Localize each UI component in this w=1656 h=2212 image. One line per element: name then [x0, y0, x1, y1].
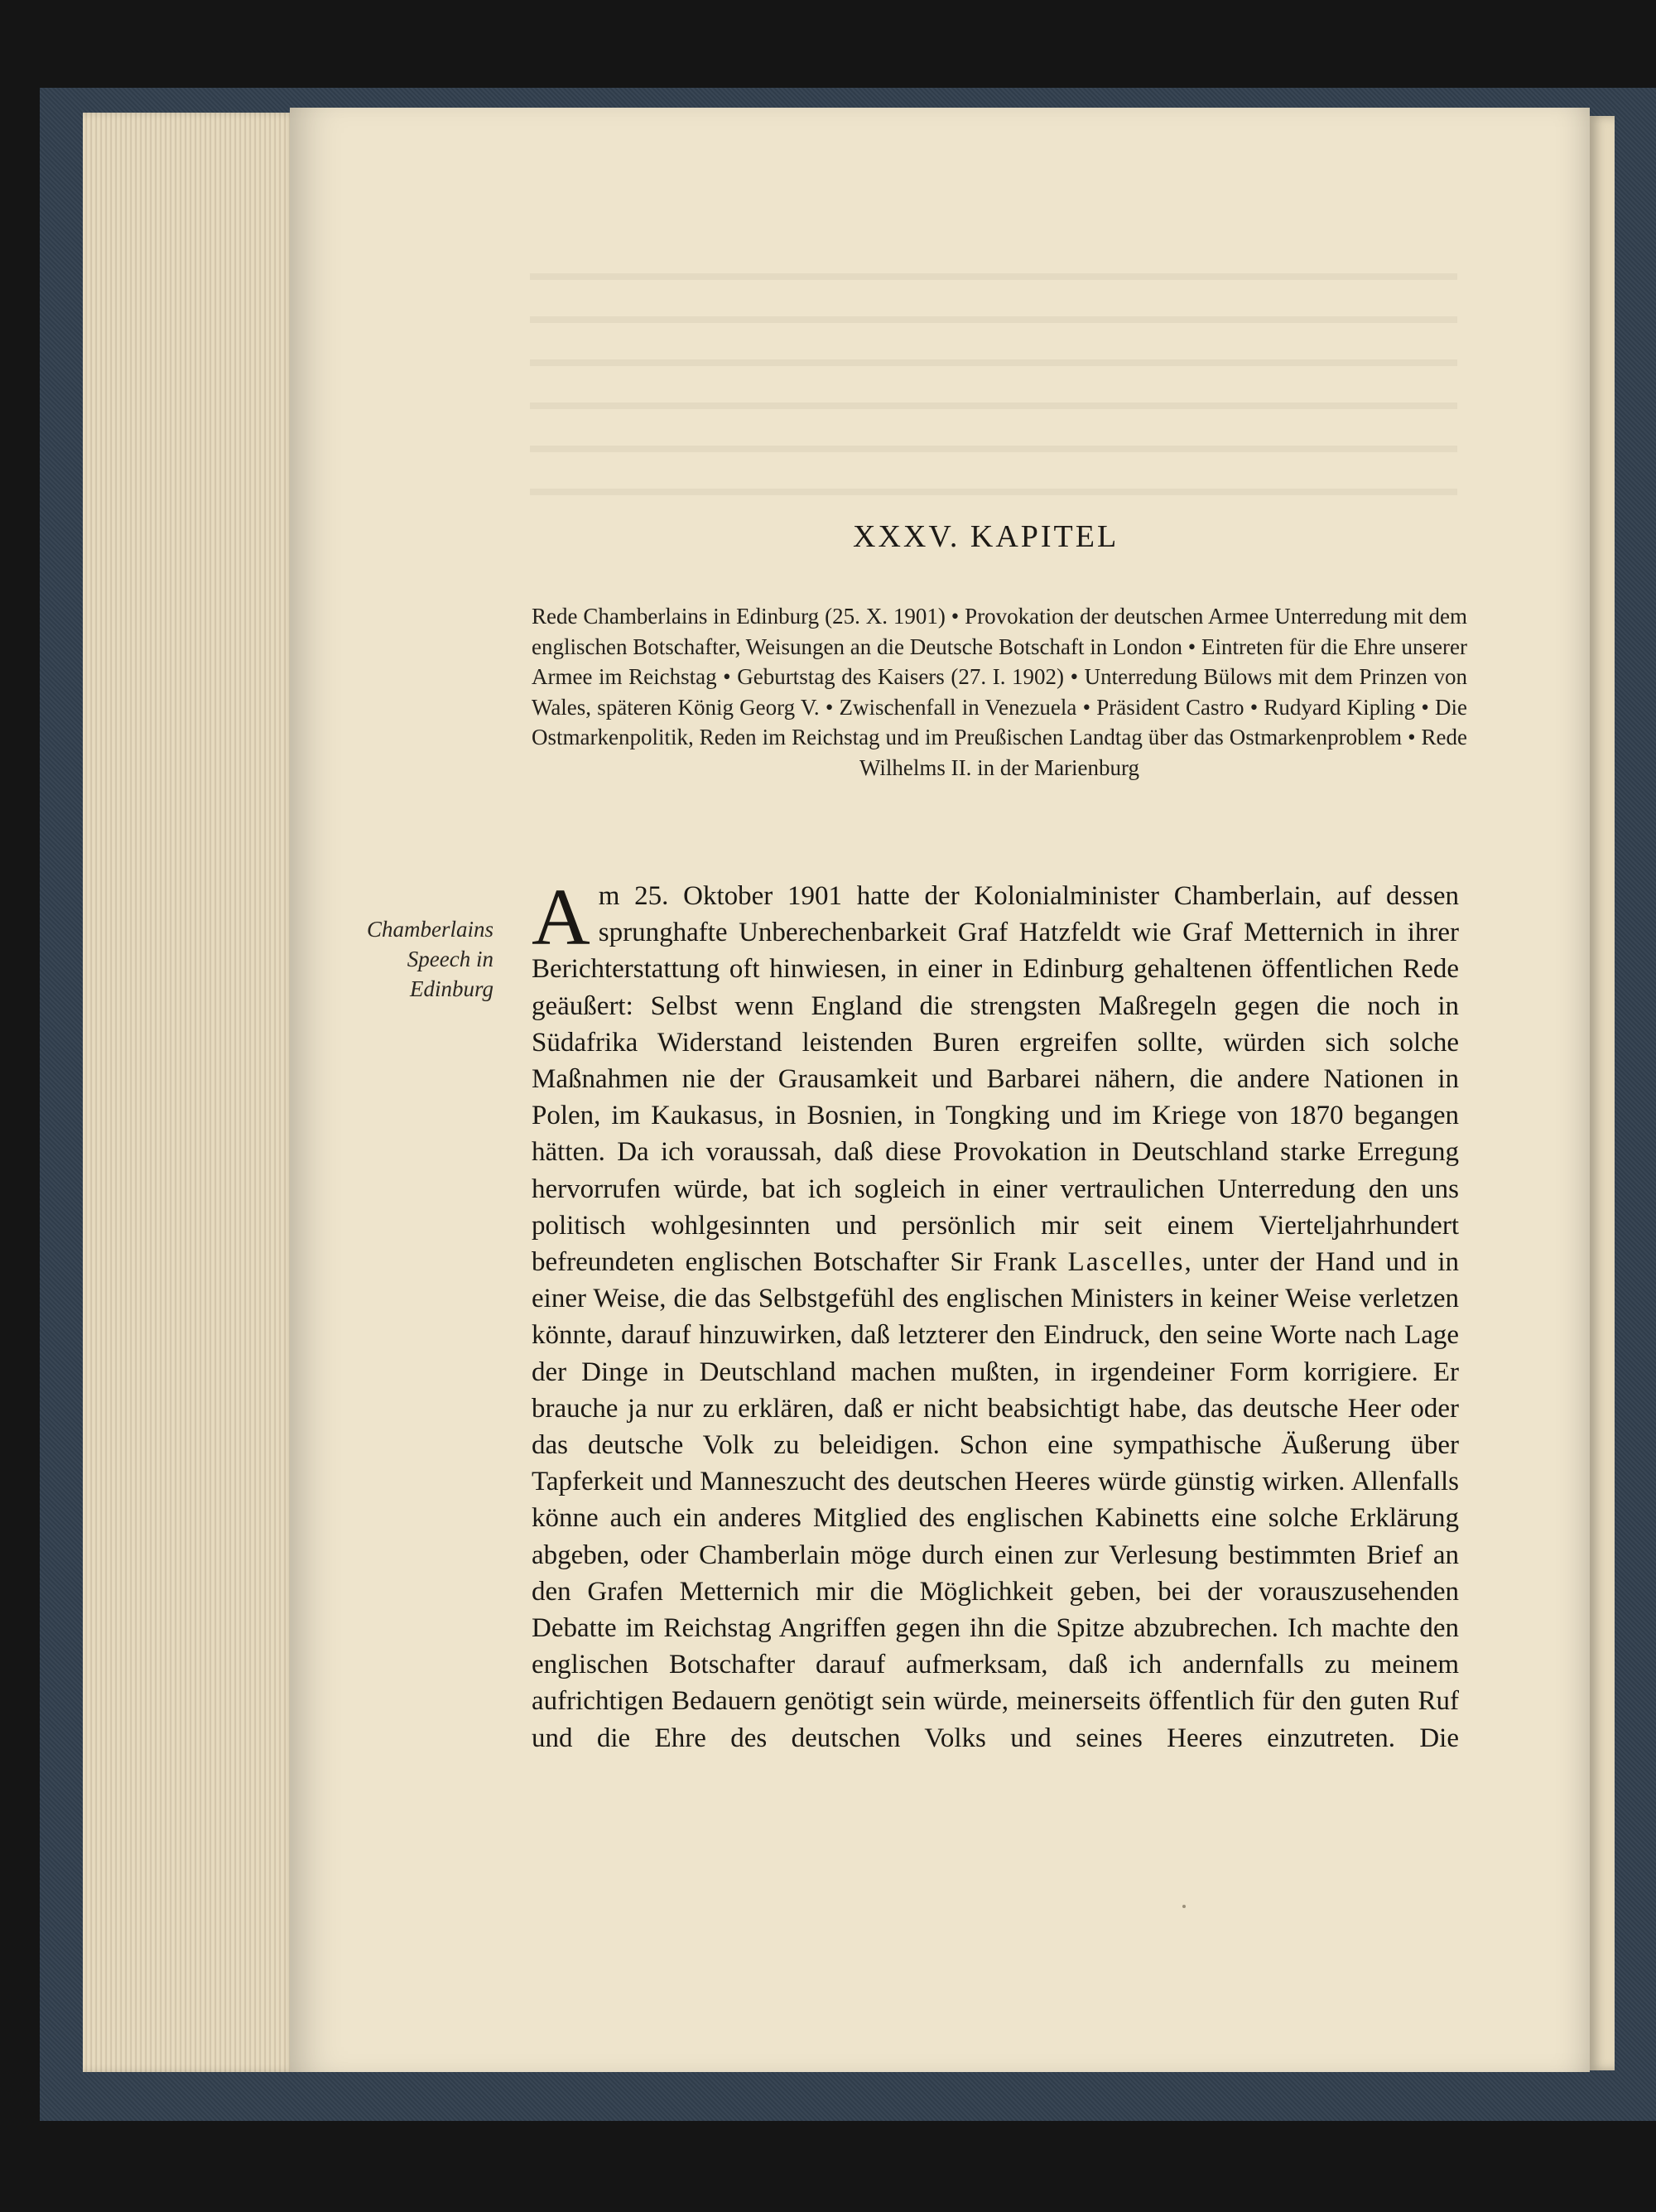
chapter-title: XXXV. KAPITEL: [853, 519, 1119, 554]
body-part-1: m 25. Oktober 1901 hatte der Kolonialminister Chamberlain, auf dessen sprunghafte Unberechenbarkeit Graf Hatzfeldt wie Graf Metternich in ihrer Berichterstattung oft hinwiesen, in einer in Edinburg gehaltenen öffentlichen Rede geäußert: Selbst wenn England die strengsten Maßregeln gegen die noch in Südafrika Widerstand leistenden Buren ergreifen sollte, würden sich solche Maßnahmen nie der Grausamkeit und Barbarei nähern, die andere Nationen in Polen, im Kaukasus, in Bosnien, in Tongking und im Kriege von 1870 begangen hätten. Da ich voraussah, daß diese Provokation in Deutschland starke Erregung hervorrufen würde, bat ich sogleich in einer vertraulichen Unterredung den uns politisch wohlgesinnten und persönlich mir seit einem Vierteljahrhundert befreundeten englischen Botschafter Sir Frank: [532, 881, 1459, 1278]
chapter-summary: Rede Chamberlains in Edinburg (25. X. 1901) • Provokation der deutschen Armee Unterredung mit dem englischen Botschafter, Weisungen an die Deutsche Botschaft in London • Eintreten für die Ehre unserer Armee im Reichstag • Geburtstag des Kaisers (27. I. 1902) • Unterredung Bülows mit dem Prinzen von Wales, späteren König Georg V. • Zwischenfall in Venezuela • Präsident Castro • Rudyard Kipling • Die Ostmarkenpolitik, Reden im Reichstag und im Preußischen Landtag über das Ostmarkenproblem • Rede Wilhelms II. in der Marienburg: [532, 604, 1467, 780]
next-page-edge: [1590, 116, 1615, 2070]
paper-speck: [1182, 1905, 1186, 1908]
body-text: [532, 873, 1459, 1757]
spaced-name: Lascelles: [1067, 1247, 1185, 1278]
drop-cap: A: [532, 873, 590, 962]
page-edges: [83, 113, 296, 2072]
show-through-texture: [530, 248, 1457, 497]
body-part-2: , unter der Hand und in einer Weise, die das Selbstgefühl des englischen Ministers in keiner Weise verletzen könnte, darauf hinzuwirken, daß letzterer den Eindruck, den seine Worte nach Lage der Dinge in Deutschland machen mußten, in irgendeiner Form korrigiere. Er brauche ja nur zu erklären, daß er nicht beabsichtigt habe, das deutsche Heer oder das deutsche Volk zu beleidigen. Schon eine sympathische Äußerung über Tapferkeit und Manneszucht des deutschen Heeres würde günstig wirken. Allenfalls könne auch ein anderes Mitglied des englischen Kabinetts eine solche Erklärung abgeben, oder Chamberlain möge durch einen zur Verlesung bestimmten Brief an den Grafen Metternich mir die Möglichkeit geben, bei der vorauszusehenden Debatte im Reichstag Angriffen gegen ihn die Spitze abzubrechen. Ich machte den englischen Botschafter darauf aufmerksam, daß ich andernfalls zu meinem aufrichtigen Bedauern genötigt sein würde, meinerseits öffentlich für den guten Ruf und die Ehre des deutschen Volks und seines Heeres einzutreten. Die: [532, 1247, 1459, 1753]
margin-note: Chamberlains Speech in Edinburg: [366, 917, 493, 1001]
